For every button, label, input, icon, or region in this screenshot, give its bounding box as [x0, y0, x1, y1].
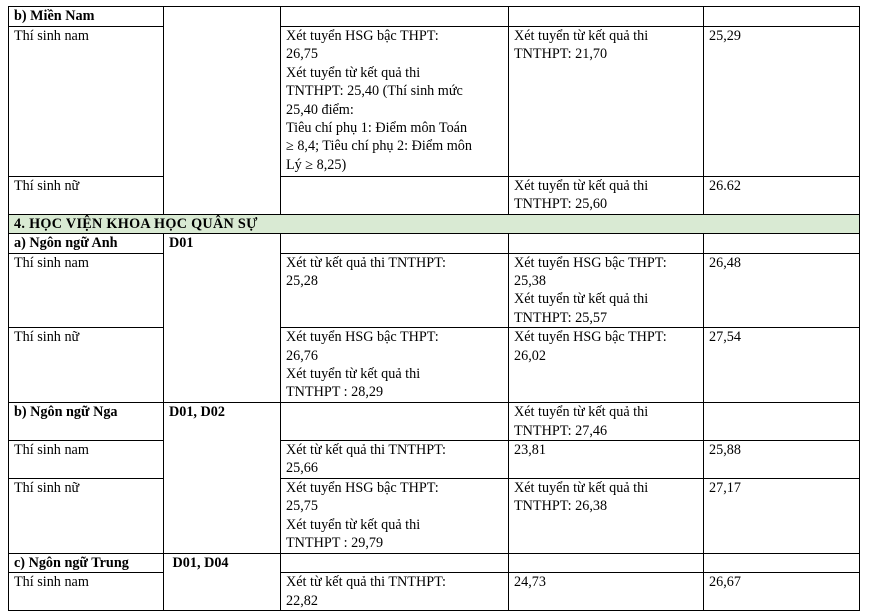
- criteria-cell: [281, 177, 509, 215]
- text-line: Xét tuyển từ kết quả thi: [514, 28, 649, 44]
- text-line: Xét tuyển HSG bậc THPT:: [514, 329, 667, 346]
- table-row: [9, 478, 860, 553]
- group-title-cell: b) Ngôn ngữ Nga: [9, 403, 164, 441]
- text-line: Xét tuyển từ kết quả thi: [514, 479, 649, 496]
- criteria-cell: [281, 234, 509, 253]
- text-line: 25,38: [514, 273, 546, 290]
- text-line: 26,76: [286, 347, 318, 364]
- score-cell: 26,48: [704, 253, 860, 328]
- group-title-cell: b) Miền Nam: [9, 7, 164, 27]
- criteria-cell: [509, 7, 704, 27]
- text-line: 25,75: [286, 498, 318, 515]
- score-cell: 27,17: [704, 478, 860, 553]
- candidate-group-cell: Thí sinh nữ: [9, 328, 164, 403]
- text-line: Xét tuyển HSG bậc THPT:: [286, 28, 439, 44]
- table-row: [9, 553, 860, 572]
- text-line: Xét tuyển từ kết quả thi: [286, 64, 421, 81]
- score-cell: [704, 7, 860, 27]
- text-line: 24,73: [514, 574, 546, 591]
- text-line: Xét tuyển HSG bậc THPT:: [514, 254, 667, 271]
- text-line: 25,28: [286, 273, 318, 290]
- text-line: 26,75: [286, 46, 318, 63]
- criteria-cell: [509, 403, 704, 441]
- text-line: Xét tuyển từ kết quả thi: [286, 366, 421, 383]
- criteria-cell: [281, 253, 509, 328]
- admission-score-table: [8, 6, 860, 611]
- criteria-cell: [509, 253, 704, 328]
- criteria-cell: [281, 573, 509, 611]
- text-line: 25,40 điểm:: [286, 101, 354, 118]
- table-row: [9, 328, 860, 403]
- table-row: [9, 441, 860, 479]
- subject-combination-cell: D01, D04: [164, 553, 281, 610]
- table-row: [9, 177, 860, 215]
- text-line: 22,82: [286, 592, 318, 609]
- score-cell: 25,29: [704, 27, 860, 177]
- text-line: TNTHPT: 26,38: [514, 498, 608, 515]
- table-row: [9, 27, 860, 177]
- score-cell: 25,88: [704, 441, 860, 479]
- text-line: Lý ≥ 8,25): [286, 156, 347, 173]
- score-cell: [704, 234, 860, 253]
- text-line: Xét tuyển từ kết quả thi: [514, 404, 649, 421]
- text-line: TNTHPT : 29,79: [286, 535, 384, 552]
- score-cell: 26,67: [704, 573, 860, 611]
- text-line: Xét từ kết quả thi TNTHPT:: [286, 574, 447, 591]
- text-line: TNTHPT: 25,57: [514, 309, 608, 326]
- candidate-group-cell: Thí sinh nữ: [9, 177, 164, 215]
- table-row: [9, 573, 860, 611]
- criteria-cell: [281, 328, 509, 403]
- text-line: Xét tuyển HSG bậc THPT:: [286, 479, 439, 496]
- criteria-cell: [281, 553, 509, 572]
- criteria-cell: [509, 553, 704, 572]
- text-line: TNTHPT: 21,70: [514, 46, 608, 63]
- criteria-cell: [509, 234, 704, 253]
- candidate-group-cell: Thí sinh nam: [9, 253, 164, 328]
- text-line: 23,81: [514, 442, 546, 459]
- score-cell: [704, 553, 860, 572]
- subject-combination-cell: [164, 7, 281, 215]
- text-line: Xét tuyển từ kết quả thi: [514, 178, 649, 194]
- criteria-cell: [509, 27, 704, 177]
- score-cell: 27,54: [704, 328, 860, 403]
- candidate-group-cell: Thí sinh nữ: [9, 478, 164, 553]
- table-row: [9, 403, 860, 441]
- text-line: 25,66: [286, 460, 318, 477]
- text-line: Xét tuyển HSG bậc THPT:: [286, 329, 439, 346]
- table-row: [9, 234, 860, 253]
- text-line: TNTHPT: 25,40 (Thí sinh mức: [286, 83, 463, 100]
- table-row: [9, 253, 860, 328]
- candidate-group-cell: Thí sinh nam: [9, 441, 164, 479]
- section-title: 4. HỌC VIỆN KHOA HỌC QUÂN SỰ: [9, 214, 860, 233]
- criteria-cell: [281, 7, 509, 27]
- criteria-cell: [281, 27, 509, 177]
- subject-combination-cell: D01: [164, 234, 281, 403]
- text-line: Xét tuyển từ kết quả thi: [286, 516, 421, 533]
- criteria-cell: [509, 573, 704, 611]
- score-cell: 26.62: [704, 177, 860, 215]
- candidate-group-cell: Thí sinh nam: [9, 27, 164, 177]
- criteria-cell: [281, 441, 509, 479]
- criteria-cell: [509, 441, 704, 479]
- criteria-cell: [509, 177, 704, 215]
- text-line: 26,02: [514, 347, 546, 364]
- subject-combination-cell: D01, D02: [164, 403, 281, 554]
- criteria-cell: [281, 403, 509, 441]
- text-line: Xét từ kết quả thi TNTHPT:: [286, 254, 447, 271]
- criteria-cell: [281, 478, 509, 553]
- score-cell: [704, 403, 860, 441]
- text-line: TNTHPT : 28,29: [286, 384, 384, 401]
- section-header-row: [9, 214, 860, 233]
- text-line: TNTHPT: 27,46: [514, 422, 608, 439]
- criteria-cell: [509, 478, 704, 553]
- group-title-cell: a) Ngôn ngữ Anh: [9, 234, 164, 253]
- text-line: TNTHPT: 25,60: [514, 196, 608, 213]
- text-line: Xét tuyển từ kết quả thi: [514, 291, 649, 308]
- group-title-cell: c) Ngôn ngữ Trung: [9, 553, 164, 572]
- text-line: Tiêu chí phụ 1: Điểm môn Toán: [286, 120, 468, 137]
- text-line: ≥ 8,4; Tiêu chí phụ 2: Điểm môn: [286, 138, 472, 155]
- criteria-cell: [509, 328, 704, 403]
- candidate-group-cell: Thí sinh nam: [9, 573, 164, 611]
- text-line: Xét từ kết quả thi TNTHPT:: [286, 442, 447, 459]
- table-row: [9, 7, 860, 27]
